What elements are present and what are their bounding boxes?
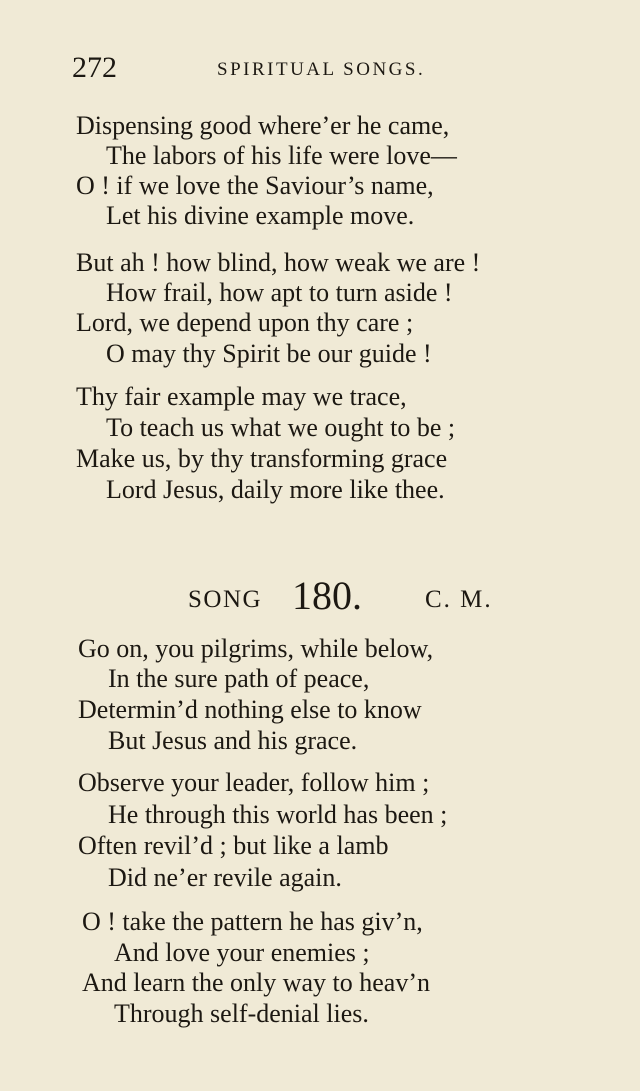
verse-line: And love your enemies ; bbox=[114, 938, 370, 967]
song-heading bbox=[188, 572, 548, 620]
verse-line: O may thy Spirit be our guide ! bbox=[106, 339, 432, 368]
verse-line: Often revil’d ; but like a lamb bbox=[78, 831, 389, 860]
verse-line: Did ne’er revile again. bbox=[108, 863, 342, 892]
verse-line: But Jesus and his grace. bbox=[108, 726, 358, 755]
verse-line: Lord Jesus, daily more like thee. bbox=[106, 475, 445, 504]
verse-line: But ah ! how blind, how weak we are ! bbox=[76, 248, 481, 277]
song-number: 180. bbox=[292, 573, 362, 618]
verse-line: Make us, by thy transforming grace bbox=[76, 444, 448, 473]
verse-line: Let his divine example move. bbox=[106, 201, 415, 230]
verse-line: Through self-denial lies. bbox=[114, 999, 369, 1028]
verse-line: O ! if we love the Saviour’s name, bbox=[76, 171, 434, 200]
verse-line: Go on, you pilgrims, while below, bbox=[78, 634, 434, 663]
verse-line: Thy fair example may we trace, bbox=[76, 382, 407, 411]
verse-line: The labors of his life were love— bbox=[106, 141, 457, 170]
verse-line: Dispensing good where’er he came, bbox=[76, 111, 450, 140]
verse-line: To teach us what we ought to be ; bbox=[106, 413, 456, 442]
verse-line: Determin’d nothing else to know bbox=[78, 695, 422, 724]
verse-line: And learn the only way to heav’n bbox=[82, 968, 431, 997]
verse-line: He through this world has been ; bbox=[108, 800, 448, 829]
running-head: SPIRITUAL SONGS. bbox=[217, 59, 426, 80]
page-number: 272 bbox=[72, 51, 117, 84]
verse-line: In the sure path of peace, bbox=[108, 664, 370, 693]
verse-line: Observe your leader, follow him ; bbox=[78, 768, 430, 797]
verse-line: O ! take the pattern he has giv’n, bbox=[82, 907, 423, 936]
song-meter: C. M. bbox=[425, 586, 493, 613]
song-label: SONG bbox=[188, 586, 263, 613]
verse-line: How frail, how apt to turn aside ! bbox=[106, 278, 453, 307]
verse-line: Lord, we depend upon thy care ; bbox=[76, 308, 414, 337]
page-header bbox=[72, 50, 592, 86]
